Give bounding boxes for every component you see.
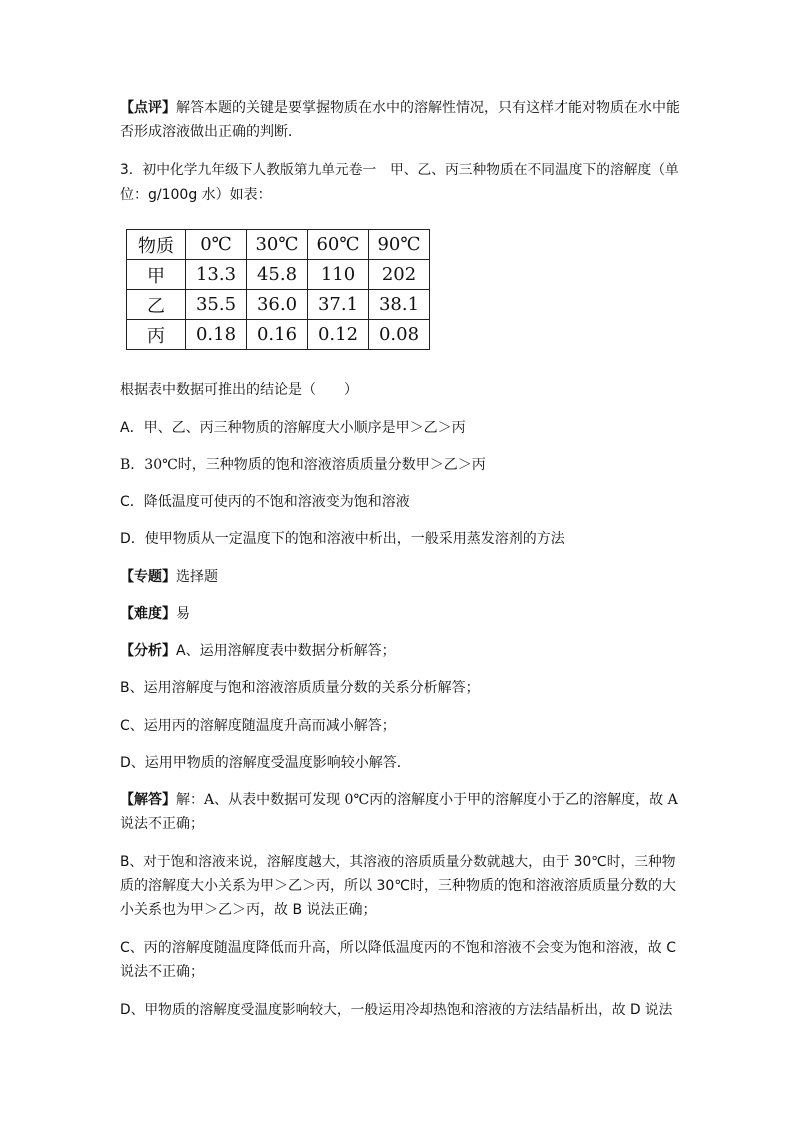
- solution-tag: 【解答】: [120, 792, 176, 808]
- topic-line: [120, 567, 218, 587]
- difficulty-value: 易: [176, 606, 190, 622]
- table-header-cell: 物质: [127, 230, 186, 260]
- table-cell: 甲: [127, 260, 186, 290]
- table-cell: 0.08: [369, 320, 430, 350]
- difficulty-line: [120, 604, 190, 624]
- solution-line-a2: 说法不正确；: [120, 816, 204, 832]
- table-cell: 202: [369, 260, 430, 290]
- table-cell: 38.1: [369, 290, 430, 320]
- review-line-2: 否形成溶液做出正确的判断．: [120, 124, 302, 140]
- solution-a1: 解：A、从表中数据可发现 0℃丙的溶解度小于甲的溶解度小于乙的溶解度，故 A: [176, 792, 678, 808]
- table-cell: 110: [308, 260, 369, 290]
- difficulty-tag: 【难度】: [120, 606, 176, 622]
- table-header-cell: 0℃: [186, 230, 247, 260]
- table-cell: 36.0: [247, 290, 308, 320]
- table-header-cell: 90℃: [369, 230, 430, 260]
- review-tag: 【点评】: [120, 100, 176, 116]
- table-header-cell: 30℃: [247, 230, 308, 260]
- solution-line-b3: 小关系也为甲＞乙＞丙，故 B 说法正确；: [120, 902, 377, 918]
- analysis-a: A、运用溶解度表中数据分析解答；: [176, 643, 396, 659]
- option-d: D．使甲物质从一定温度下的饱和溶液中析出，一般采用蒸发溶剂的方法: [120, 531, 565, 547]
- option-a: A．甲、乙、丙三种物质的溶解度大小顺序是甲＞乙＞丙: [120, 420, 466, 436]
- table-cell: 35.5: [186, 290, 247, 320]
- solubility-table: [126, 229, 430, 350]
- solution-line-c2: 说法不正确；: [120, 964, 204, 980]
- topic-value: 选择题: [176, 569, 218, 585]
- analysis-line-a: [120, 641, 396, 661]
- question-line-2: 位：g/100g 水）如表：: [120, 187, 272, 203]
- table-row: [127, 290, 430, 320]
- table-row: [127, 260, 430, 290]
- solution-line-a1: [120, 790, 678, 810]
- analysis-tag: 【分析】: [120, 643, 176, 659]
- table-row: [127, 320, 430, 350]
- table-cell: 45.8: [247, 260, 308, 290]
- solution-line-d1: D、甲物质的溶解度受温度影响较大，一般运用冷却热饱和溶液的方法结晶析出，故 D 说法: [120, 1002, 673, 1018]
- topic-tag: 【专题】: [120, 569, 176, 585]
- question-prompt: 根据表中数据可推出的结论是（ ）: [120, 382, 358, 398]
- review-text-1: 解答本题的关键是要掌握物质在水中的溶解性情况，只有这样才能对物质在水中能: [176, 100, 680, 116]
- table-header-row: [127, 230, 430, 260]
- table-cell: 37.1: [308, 290, 369, 320]
- table-cell: 0.16: [247, 320, 308, 350]
- table-cell: 丙: [127, 320, 186, 350]
- table-header-cell: 60℃: [308, 230, 369, 260]
- solution-line-c1: C、丙的溶解度随温度降低而升高，所以降低温度丙的不饱和溶液不会变为饱和溶液，故 C: [120, 940, 676, 956]
- option-c: C．降低温度可使丙的不饱和溶液变为饱和溶液: [120, 494, 410, 510]
- analysis-line-b: B、运用溶解度与饱和溶液溶质质量分数的关系分析解答；: [120, 680, 480, 696]
- analysis-line-c: C、运用丙的溶解度随温度升高而减小解答；: [120, 718, 396, 734]
- question-line-1: 3．初中化学九年级下人教版第九单元卷一 甲、乙、丙三种物质在不同温度下的溶解度（单: [120, 162, 679, 178]
- analysis-line-d: D、运用甲物质的溶解度受温度影响较小解答．: [120, 755, 411, 771]
- review-line-1: [120, 98, 680, 118]
- table-cell: 0.18: [186, 320, 247, 350]
- option-b: B．30℃时，三种物质的饱和溶液溶质质量分数甲＞乙＞丙: [120, 457, 486, 473]
- table-cell: 13.3: [186, 260, 247, 290]
- table-cell: 乙: [127, 290, 186, 320]
- solution-line-b1: B、对于饱和溶液来说，溶解度越大，其溶液的溶质质量分数就越大，由于 30℃时，三种物: [120, 854, 676, 870]
- table-cell: 0.12: [308, 320, 369, 350]
- solution-line-b2: 质的溶解度大小关系为甲＞乙＞丙，所以 30℃时，三种物质的饱和溶液溶质质量分数的大: [120, 878, 676, 894]
